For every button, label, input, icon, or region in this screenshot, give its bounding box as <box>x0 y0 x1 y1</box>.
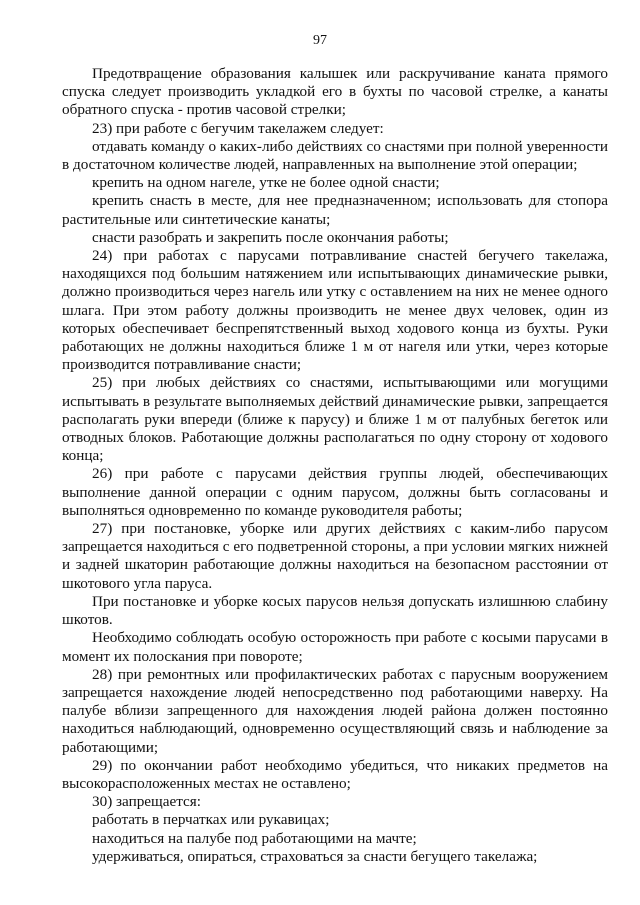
paragraph: 25) при любых действиях со снастями, испытывающими или могущими испытывать в результате выполняемых действий динамические рывки, запрещается располагать руки впереди (ближе к парусу) и ближе 1 м от палубных бегеток или отводных блоков. Работающие должны располагаться по одну сторону от ходового конца; <box>62 374 608 465</box>
paragraph: работать в перчатках или рукавицах; <box>92 811 330 829</box>
paragraph: 27) при постановке, уборке или других действиях с каким-либо парусом запрещается находиться с его подветренной стороны, а при условии мягких нижней и задней шкаторин работающие должны находиться на безопасном расстоянии от шкотового угла паруса. <box>62 520 608 592</box>
paragraph: удерживаться, опираться, страховаться за снасти бегущего такелажа; <box>92 847 538 865</box>
paragraph: снасти разобрать и закрепить после окончания работы; <box>92 228 449 246</box>
paragraph: находиться на палубе под работающими на мачте; <box>92 829 417 847</box>
paragraph: Предотвращение образования калышек или раскручивание каната прямого спуска следует производить укладкой его в бухты по часовой стрелке, а канаты обратного спуска - против часовой стрелки; <box>62 65 608 119</box>
paragraph: 26) при работе с парусами действия группы людей, обеспечивающих выполнение данной операции с одним парусом, должны быть согласованы и выполняться одновременно по команде руководителя работы; <box>62 465 608 519</box>
paragraph: крепить на одном нагеле, утке не более одной снасти; <box>92 174 440 192</box>
page-number: 97 <box>313 33 327 48</box>
paragraph: 28) при ремонтных или профилактических работах с парусным вооружением запрещается нахождение людей непосредственно под работающими наверху. На палубе вблизи запрещенного для нахождения людей района должен постоянно находиться наблюдающий, одновременно осуществляющий связь и наблюдение за работающими; <box>62 665 608 756</box>
document-body <box>62 65 608 866</box>
paragraph: 23) при работе с бегучим такелажем следует: <box>92 119 384 137</box>
paragraph: Необходимо соблюдать особую осторожность при работе с косыми парусами в момент их полоскания при повороте; <box>62 629 608 665</box>
paragraph: 24) при работах с парусами потравливание снастей бегучего такелажа, находящихся под большим натяжением или испытывающих динамические рывки, должно производиться через нагель или утку с оставлением на них не менее одного шлага. При этом работу должны производить не менее двух человек, один из которых обеспечивает беспрепятственный выход ходового конца из бухты. Руки работающих не должны находиться ближе 1 м от нагеля или утки, через которые производится потравливание снасти; <box>62 247 608 374</box>
paragraph: При постановке и уборке косых парусов нельзя допускать излишнюю слабину шкотов. <box>62 592 608 629</box>
paragraph: 30) запрещается: <box>92 793 201 811</box>
paragraph: отдавать команду о каких-либо действиях со снастями при полной уверенности в достаточном количестве людей, направленных на выполнение этой операции; <box>62 137 608 174</box>
paragraph: крепить снасть в месте, для нее предназначенном; использовать для стопора растительные или синтетические канаты; <box>62 192 608 228</box>
paragraph: 29) по окончании работ необходимо убедиться, что никаких предметов на высокорасположенных местах не оставлено; <box>62 756 608 792</box>
